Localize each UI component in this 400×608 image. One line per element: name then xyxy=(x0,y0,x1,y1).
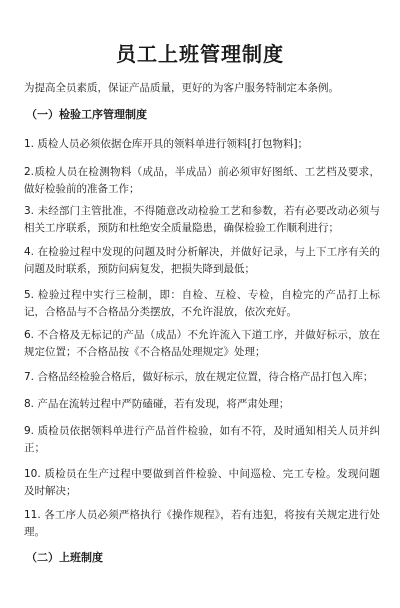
section-heading-inspection: （一）检验工序管理制度 xyxy=(26,108,147,121)
rule-item-4: 4. 在检验过程中发现的问题及时分析解决，并做好记录，与上下工序有关的问题及时联系，预防问病复发，把损失降到最低； xyxy=(24,246,380,275)
rule-item-10: 10. 质检员在生产过程中要做到首件检验、中间巡检、完工专检。发现问题及时解决； xyxy=(24,468,380,497)
rule-item-6: 6. 不合格及无标记的产品（成品）不允许流入下道工序，并做好标示，放在规定位置；不合格品按《不合格品处理规定》处理； xyxy=(24,329,380,358)
rule-item-1: 1. 质检人员必须依据仓库开具的领料单进行领料[打包物料]； xyxy=(24,138,309,150)
rule-item-3: 3. 未经部门主管批准，不得随意改动检验工艺和参数，若有必要改动必须与相关工序联系，预防和杜绝安全质量隐患，确保检验工作顺利进行； xyxy=(24,205,380,234)
intro-paragraph: 为提高全员素质，保证产品质量，更好的为客户服务特制定本条例。 xyxy=(24,82,339,94)
rule-item-8: 8. 产品在流转过程中严防磕碰，若有发现，将严肃处理； xyxy=(24,398,290,410)
rule-item-11: 11. 各工序人员必须严格执行《操作规程》，若有违犯，将按有关规定进行处理。 xyxy=(24,509,380,538)
rule-item-5: 5. 检验过程中实行三检制，即：自检、互检、专检，自检完的产品打上标记，合格品与不合格品分类摆放，不允许混放，依次充好。 xyxy=(24,289,380,318)
rule-item-2: 2.质检人员在检测物料（成品，半成品）前必须审好图纸、工艺档及要求，做好检验前的准备工作； xyxy=(24,166,380,195)
rule-item-7: 7. 合格品经检验合格后，做好标示，放在规定位置，待合格产品打包入库； xyxy=(24,371,374,383)
rule-item-9: 9. 质检员依据领料单进行产品首件检验，如有不符，及时通知相关人员并纠正； xyxy=(24,425,380,454)
page-title: 员工上班管理制度 xyxy=(116,42,284,66)
section-heading-work-schedule: （二）上班制度 xyxy=(26,551,103,564)
